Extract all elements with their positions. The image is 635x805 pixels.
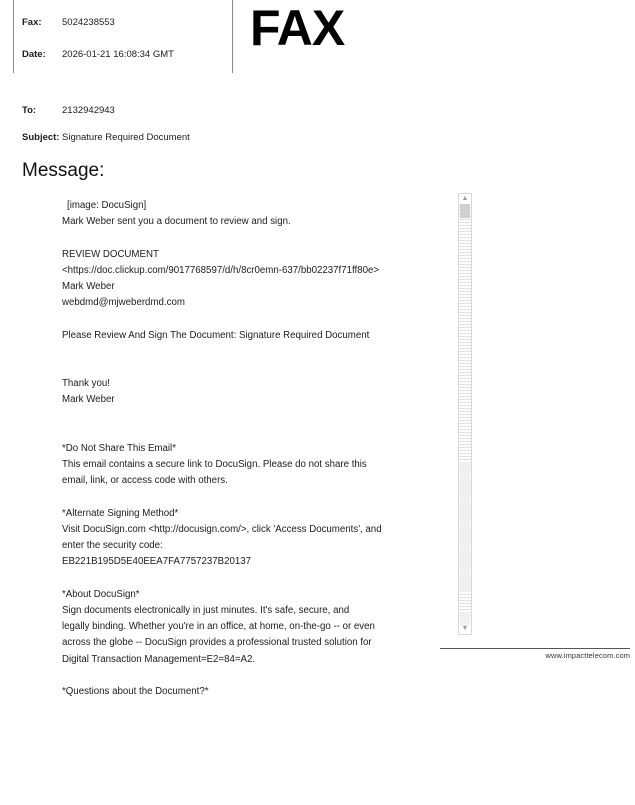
fax-number-row (22, 17, 115, 29)
message-scrollbar[interactable] (458, 193, 472, 635)
to-value: 2132942943 (62, 105, 115, 116)
message-line: [image: DocuSign] (67, 200, 147, 211)
scroll-up-arrow-icon[interactable]: ▲ (461, 195, 469, 202)
date-value: 2026-01-21 16:08:34 GMT (62, 49, 174, 60)
message-line: Visit DocuSign.com <http://docusign.com/>, click 'Access Documents', and (62, 523, 382, 535)
subject-value: Signature Required Document (62, 132, 190, 143)
fax-number-value: 5024238553 (62, 17, 115, 28)
message-line: Digital Transaction Management=E2=84=A2. (62, 653, 256, 665)
message-line: *About DocuSign* (62, 588, 140, 600)
header-middle-divider (232, 0, 233, 73)
scroll-down-arrow-icon[interactable]: ▼ (461, 625, 469, 632)
scrollbar-segment-lower (460, 612, 470, 626)
message-line: enter the security code: (62, 540, 163, 552)
message-line (62, 425, 442, 441)
message-line: *Questions about the Document?* (62, 685, 209, 697)
subject-row (22, 132, 190, 144)
message-body (62, 198, 442, 700)
message-line (62, 311, 442, 327)
message-line: This email contains a secure link to DocuSign. Please do not share this (62, 459, 367, 471)
message-line: <https://doc.clickup.com/9017768597/d/h/8cr0emn-637/bb02237f71ff80e> (62, 264, 380, 276)
fax-label: Fax: (22, 17, 42, 28)
fax-date-row (22, 49, 174, 61)
message-line (62, 344, 442, 360)
message-line: *Do Not Share This Email* (62, 442, 176, 454)
message-line: Please Review And Sign The Document: Signature Required Document (62, 329, 370, 341)
message-line (62, 409, 442, 425)
message-line: legally binding. Whether you're in an office, at home, on-the-go -- or even (62, 621, 375, 633)
scrollbar-thumb[interactable] (460, 204, 470, 218)
scrollbar-segment-upper (460, 462, 470, 592)
message-line (62, 490, 442, 506)
recipient-row (22, 105, 115, 117)
header-left-divider (13, 0, 14, 73)
footer-divider (440, 648, 630, 649)
date-label: Date: (22, 49, 46, 60)
fax-logo: FAX (250, 0, 345, 56)
message-line: REVIEW DOCUMENT (62, 248, 159, 260)
subject-label: Subject: (22, 132, 60, 143)
message-line: EB221B195D5E40EEA7FA7757237B20137 (62, 556, 252, 568)
message-line (62, 230, 442, 246)
message-heading: Message: (22, 160, 105, 181)
to-label: To: (22, 105, 37, 116)
message-line: *Alternate Signing Method* (62, 507, 179, 519)
message-line: Mark Weber (62, 281, 115, 292)
message-line: across the globe -- DocuSign provides a professional trusted solution for (62, 637, 372, 649)
footer-url: www.impacttelecom.com (545, 651, 630, 660)
message-line: Sign documents electronically in just minutes. It's safe, secure, and (62, 604, 350, 616)
message-line: Mark Weber sent you a document to review and sign. (62, 216, 291, 228)
message-line (62, 668, 442, 684)
message-line (62, 360, 442, 376)
message-line: Thank you! (62, 378, 110, 390)
fax-header (0, 0, 635, 80)
message-line: email, link, or access code with others. (62, 475, 228, 487)
message-line: Mark Weber (62, 394, 115, 406)
message-line: webdmd@mjweberdmd.com (62, 297, 185, 309)
message-line (62, 571, 442, 587)
